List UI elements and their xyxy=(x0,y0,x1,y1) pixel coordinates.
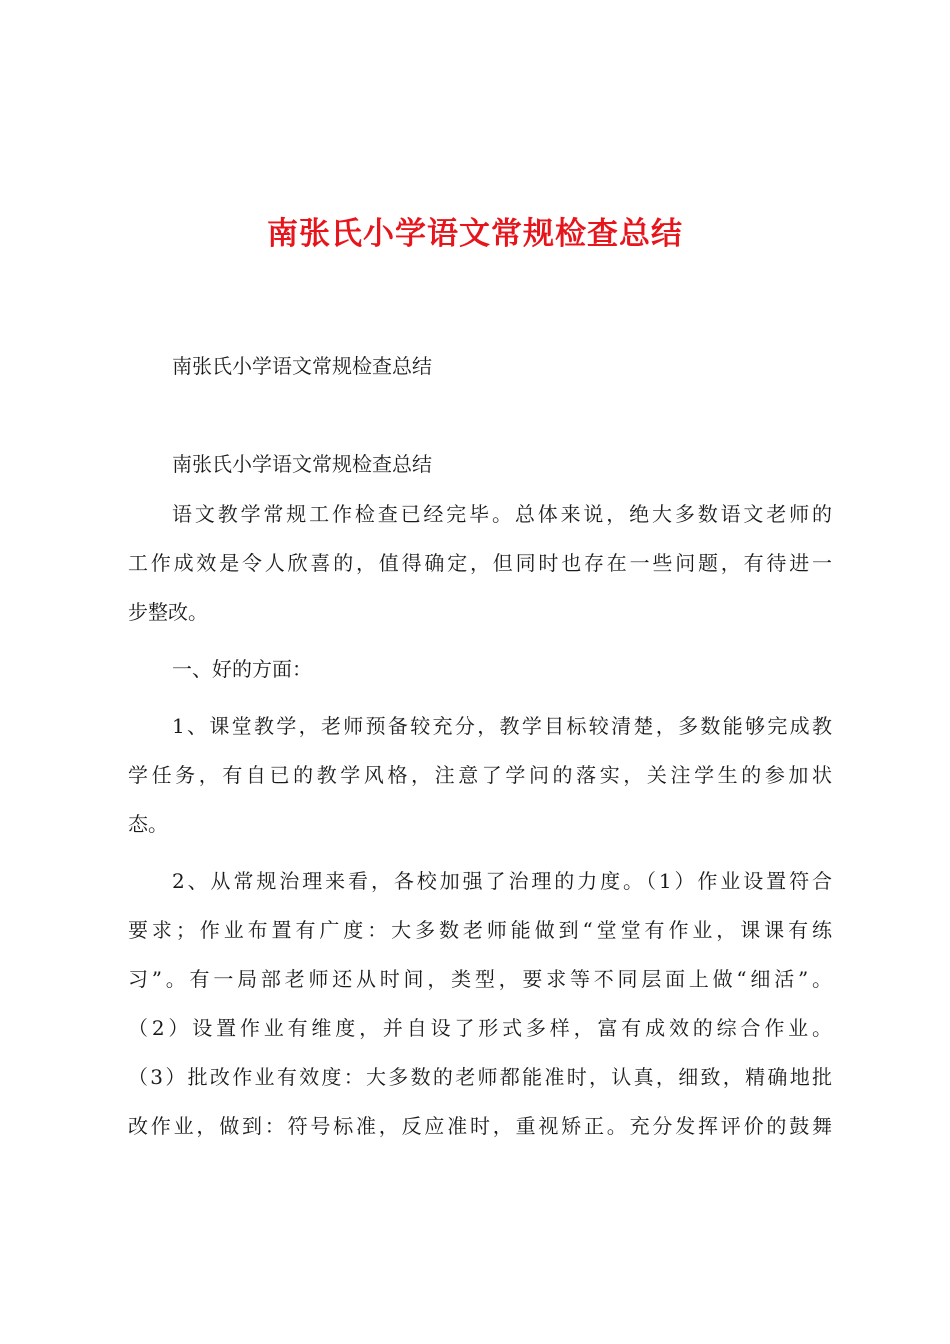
paragraph-line: 态。 xyxy=(128,812,168,836)
paragraph-item-2 xyxy=(128,857,832,1151)
document-title: 南张氏小学语文常规检查总结 xyxy=(267,216,683,252)
paragraph-line: 要求；作业布置有广度：大多数老师能做到“堂堂有作业，课课有练 xyxy=(128,918,832,942)
paragraph-intro xyxy=(128,490,832,637)
subtitle-text: 南张氏小学语文常规检查总结 xyxy=(172,452,432,476)
paragraph-line: 步整改。 xyxy=(128,600,208,624)
paragraph-line: 学任务，有自已的教学风格，注意了学问的落实，关注学生的参加状 xyxy=(128,763,832,787)
subtitle-line-1 xyxy=(128,342,832,391)
paragraph-line: 改作业，做到：符号标准，反应准时，重视矫正。充分发挥评价的鼓舞 xyxy=(128,1114,832,1138)
paragraph-line: 1、课堂教学，老师预备较充分，教学目标较清楚，多数能够完成教 xyxy=(172,714,832,738)
heading-line: 一、好的方面： xyxy=(172,657,312,681)
subtitle-text: 南张氏小学语文常规检查总结 xyxy=(172,354,432,378)
paragraph-line: 2、从常规治理来看，各校加强了治理的力度。（1）作业设置符合 xyxy=(172,869,832,893)
subtitle-line-2 xyxy=(128,440,832,489)
paragraph-line: 语文教学常规工作检查已经完毕。总体来说，绝大多数语文老师的 xyxy=(172,502,832,526)
paragraph-line: （3）批改作业有效度：大多数的老师都能准时，认真，细致，精确地批 xyxy=(128,1065,832,1089)
paragraph-line: （2）设置作业有维度，并自设了形式多样，富有成效的综合作业。 xyxy=(128,1016,832,1040)
body-paragraphs xyxy=(128,490,832,1151)
paragraph-line: 习”。有一局部老师还从时间，类型，要求等不同层面上做“细活”。 xyxy=(128,967,832,991)
paragraph-line: 工作成效是令人欣喜的，值得确定，但同时也存在一些问题，有待进一 xyxy=(128,551,832,575)
section-heading xyxy=(128,645,832,694)
paragraph-item-1 xyxy=(128,702,832,849)
